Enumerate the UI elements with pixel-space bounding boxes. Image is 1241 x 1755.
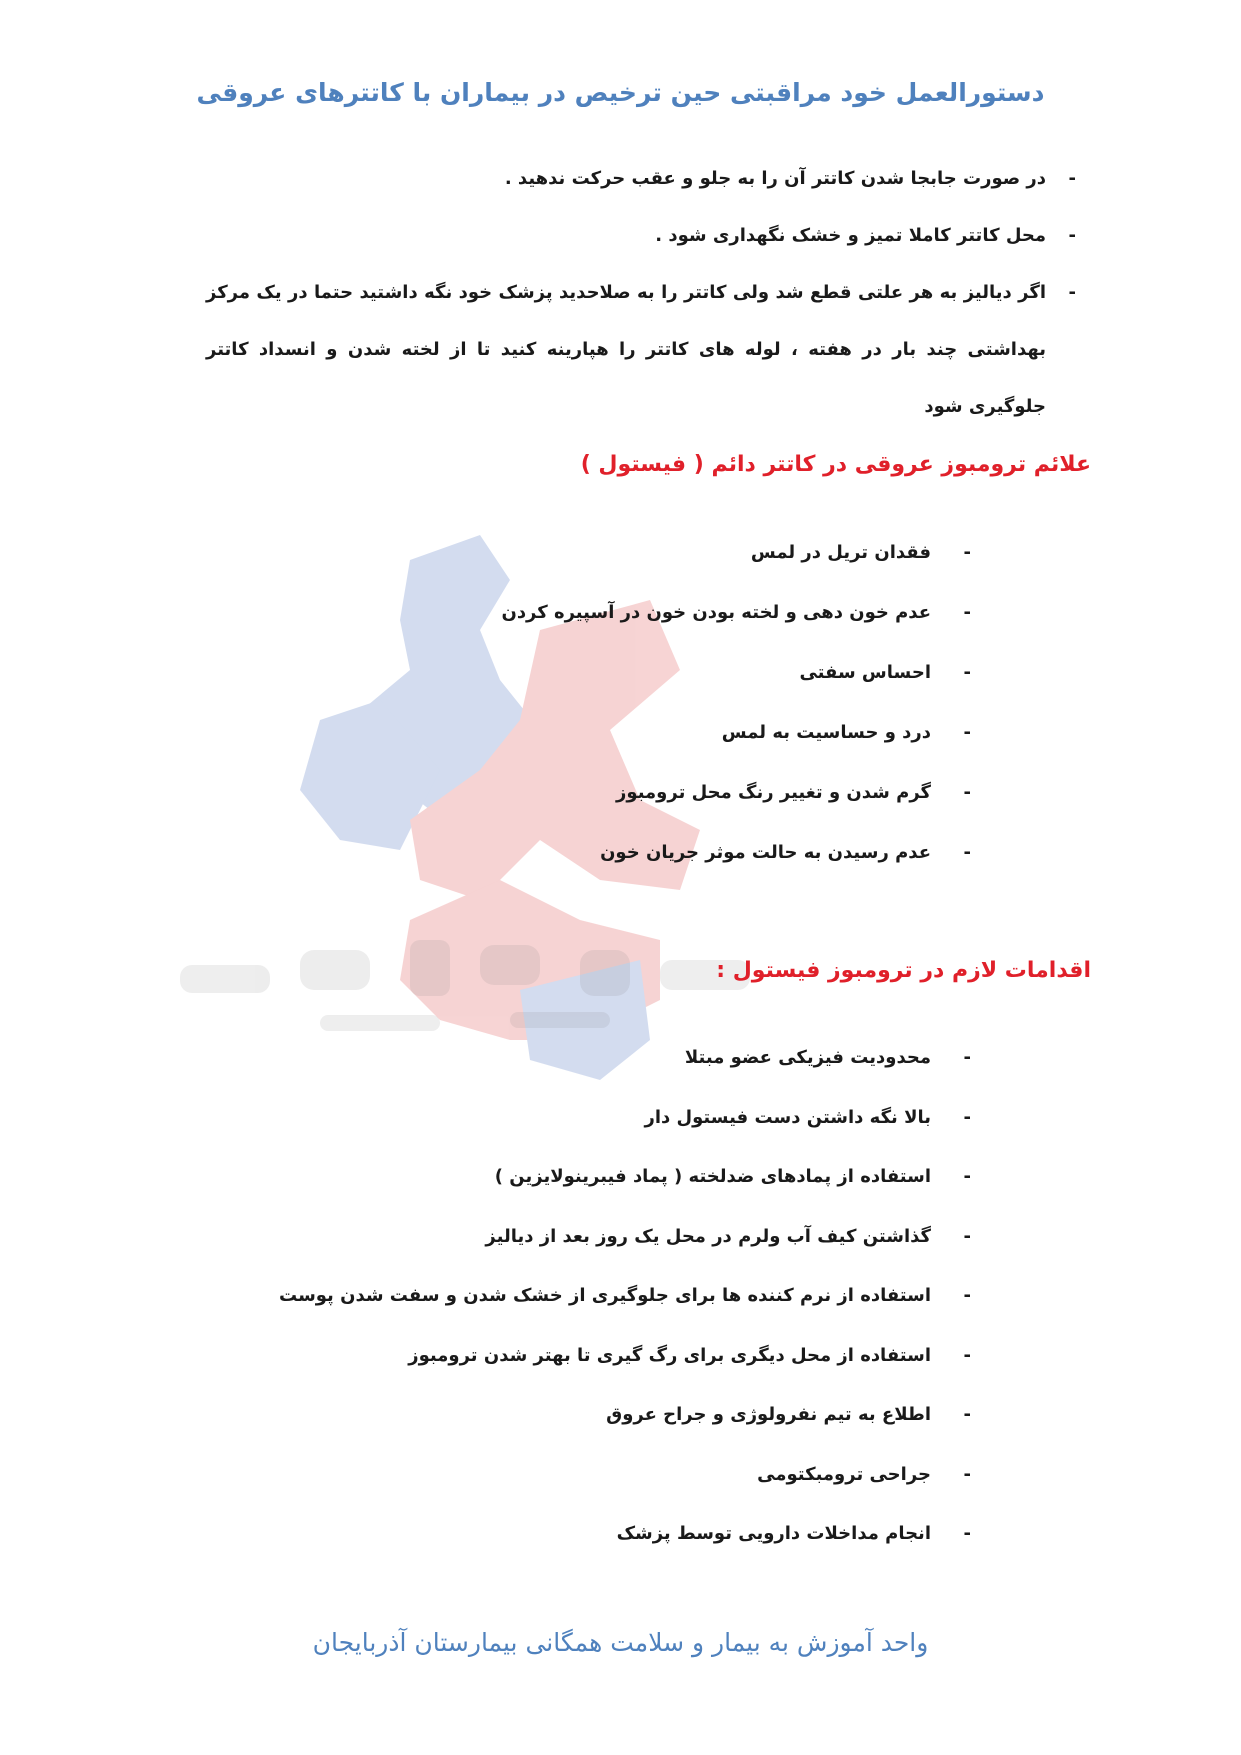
care-item bbox=[206, 207, 1076, 264]
bullet-dash: - bbox=[963, 662, 971, 683]
bullet-dash: - bbox=[963, 1285, 971, 1306]
list-item-text: اطلاع به تیم نفرولوژی و جراح عروق bbox=[606, 1404, 931, 1425]
thrombosis-signs-list bbox=[501, 538, 971, 898]
list-item bbox=[279, 1162, 971, 1222]
list-item-text: درد و حساسیت به لمس bbox=[721, 722, 931, 743]
care-item-text: در صورت جابجا شدن کاتتر آن را به جلو و عقب حرکت ندهید . bbox=[504, 168, 1046, 189]
bullet-dash: - bbox=[963, 1166, 971, 1187]
care-item bbox=[206, 150, 1076, 207]
list-item-text: بالا نگه داشتن دست فیستول دار bbox=[644, 1106, 931, 1128]
bullet-dash: - bbox=[1068, 282, 1076, 303]
list-item bbox=[279, 1281, 971, 1341]
bullet-dash: - bbox=[1068, 225, 1076, 246]
thrombosis-actions-list bbox=[279, 1043, 971, 1579]
bullet-dash: - bbox=[963, 1523, 971, 1544]
page-title: دستورالعمل خود مراقبتی حین ترخیص در بیماران با کاتترهای عروقی bbox=[196, 78, 1045, 107]
list-item bbox=[501, 718, 971, 778]
bullet-dash: - bbox=[963, 1225, 971, 1247]
page-footer: واحد آموزش به بیمار و سلامت همگانی بیمارستان آذربایجان bbox=[312, 1628, 929, 1657]
list-item-text: استفاده از نرم کننده ها برای جلوگیری از خشک شدن و سفت شدن پوست bbox=[279, 1285, 931, 1306]
list-item-text: استفاده از محل دیگری برای رگ گیری تا بهتر شدن ترومبوز bbox=[408, 1344, 931, 1366]
list-item bbox=[501, 658, 971, 718]
list-item-text: احساس سفتی bbox=[799, 662, 931, 683]
list-item bbox=[279, 1341, 971, 1401]
list-item-text: گذاشتن کیف آب ولرم در محل یک روز بعد از دیالیز bbox=[485, 1225, 931, 1247]
section-heading-actions: اقدامات لازم در ترومبوز فیستول : bbox=[716, 958, 1091, 983]
list-item bbox=[279, 1043, 971, 1103]
bullet-dash: - bbox=[1068, 168, 1076, 189]
care-item-text: اگر دیالیز به هر علتی قطع شد ولی کاتتر را به صلاحدید پزشک خود نگه داشتید حتما در یک مرکز بهداشتی چند بار در هفته ، لوله های کاتتر را هپارینه کنید تا از لخته شدن و انسداد کاتتر جلوگیری شود bbox=[206, 282, 1046, 417]
list-item bbox=[279, 1519, 971, 1579]
list-item-text: گرم شدن و تغییر رنگ محل ترومبوز bbox=[616, 782, 931, 803]
list-item bbox=[279, 1400, 971, 1460]
list-item-text: جراحی ترومبکتومی bbox=[757, 1463, 931, 1485]
bullet-dash: - bbox=[963, 842, 971, 863]
list-item-text: فقدان تریل در لمس bbox=[750, 542, 931, 563]
care-instructions-list bbox=[206, 150, 1076, 435]
bullet-dash: - bbox=[963, 1047, 971, 1068]
care-item-text: محل کاتتر کاملا تمیز و خشک نگهداری شود . bbox=[655, 225, 1046, 246]
bullet-dash: - bbox=[963, 1106, 971, 1128]
care-item bbox=[206, 264, 1076, 435]
bullet-dash: - bbox=[963, 1344, 971, 1366]
bullet-dash: - bbox=[963, 542, 971, 563]
list-item bbox=[501, 838, 971, 898]
list-item bbox=[501, 778, 971, 838]
bullet-dash: - bbox=[963, 782, 971, 803]
list-item bbox=[279, 1103, 971, 1163]
list-item-text: انجام مداخلات دارویی توسط پزشک bbox=[616, 1523, 931, 1544]
bullet-dash: - bbox=[963, 1463, 971, 1485]
bullet-dash: - bbox=[963, 602, 971, 623]
list-item-text: استفاده از پمادهای ضدلخته ( پماد فیبرینولایزین ) bbox=[494, 1166, 931, 1187]
list-item bbox=[279, 1460, 971, 1520]
bullet-dash: - bbox=[963, 722, 971, 743]
list-item bbox=[279, 1222, 971, 1282]
list-item bbox=[501, 538, 971, 598]
list-item-text: عدم خون دهی و لخته بودن خون در آسپیره کردن bbox=[501, 602, 931, 623]
section-heading-thrombosis-signs: علائم ترومبوز عروقی در کاتتر دائم ( فیستول ) bbox=[580, 452, 1091, 477]
bullet-dash: - bbox=[963, 1404, 971, 1425]
list-item bbox=[501, 598, 971, 658]
list-item-text: عدم رسیدن به حالت موثر جریان خون bbox=[600, 842, 931, 863]
list-item-text: محدودیت فیزیکی عضو مبتلا bbox=[684, 1047, 931, 1068]
